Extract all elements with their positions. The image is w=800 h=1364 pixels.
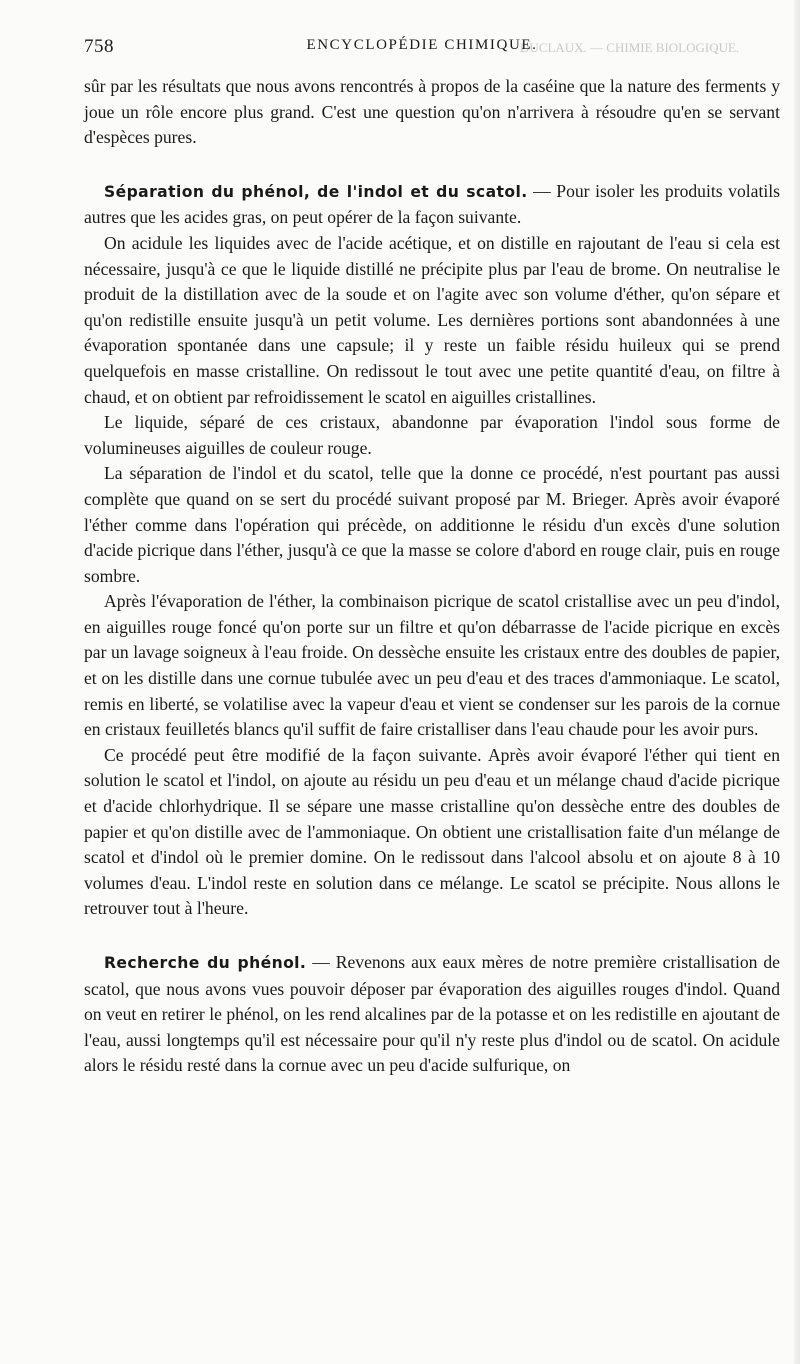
paragraph-acidulation: On acidule les liquides avec de l'acide acétique, et on distille en rajoutant de l'eau si cela est nécessaire, jusqu'à ce que le liquide distillé ne précipite plus par l'eau de brome. On neutralise le produit de la distillation avec de la soude et on l'agite avec son volume d'éther, qu'on sépare et qu'on redistille ensuite jusqu'à un petit volume. Les dernières portions sont abandonnées à une évaporation spontanée dans une capsule; il y reste un faible résidu huileux qui se prend quelquefois en masse cristalline. On redissout le tout avec une petite quantité d'eau, on filtre à chaud, et on obtient par refroidissement le scatol en aiguilles cristallines.: [84, 232, 780, 407]
section-phenol: Recherche du phénol. — Revenons aux eaux mères de notre première cristallisation de scatol, que nous avons vues pouvoir déposer par évaporation des aiguilles rouges d'indol. Quand on veut en retirer le phénol, on les rend alcalines par de la potasse et on les redistille en ajoutant de l'eau, aussi longtemps qu'il est nécessaire pour qu'il n'y reste plus d'indol ou de scatol. On acidule alors le résidu resté dans la cornue avec un peu d'acide sulfurique, on: [84, 952, 780, 1076]
page-header: [84, 36, 760, 60]
paragraph-continuation: sûr par les résultats que nous avons rencontrés à propos de la caséine que la nature des ferments y joue un rôle encore plus grand. C'est une question qu'on n'arrivera à résoudre qu'en se servant d'espèces pures.: [84, 76, 780, 148]
paragraph-picric: Après l'évaporation de l'éther, la combinaison picrique de scatol cristallise avec un peu d'indol, en aiguilles rouge foncé qu'on porte sur un filtre et qu'on débarrasse de l'acide picrique en excès par un lavage soigneux à l'eau froide. On dessèche ensuite les cristaux entre des doubles de papier, et on les distille dans une cornue tubulée avec un peu d'eau et des traces d'ammoniaque. Le scatol, remis en liberté, se volatilise avec la vapeur d'eau et vient se condenser sur les parois de la cornue en cristaux feuilletés blancs qu'il suffit de faire cristalliser dans l'eau chaude pour les avoir purs.: [84, 591, 780, 740]
page-body: [84, 74, 780, 1079]
page-number: 758: [84, 36, 114, 57]
bleed-through-text: DUCLAUX. — CHIMIE BIOLOGIQUE.: [520, 40, 740, 55]
running-title: ENCYCLOPÉDIE CHIMIQUE.: [306, 37, 538, 53]
section-title-phenol: Recherche du phénol.: [104, 954, 307, 972]
paragraph-brieger: La séparation de l'indol et du scatol, telle que la donne ce procédé, n'est pourtant pas aussi complète que quand on se sert du procédé suivant proposé par M. Brieger. Après avoir évaporé l'éther comme dans l'opération qui précède, on additionne le résidu d'un excès d'une solution d'acide picrique dans l'éther, jusqu'à ce que la masse se colore d'abord en rouge clair, puis en rouge sombre.: [84, 463, 780, 586]
paragraph-indol: Le liquide, séparé de ces cristaux, abandonne par évaporation l'indol sous forme de volumineuses aiguilles de couleur rouge.: [84, 412, 780, 458]
section-separation: Séparation du phénol, de l'indol et du scatol. — Pour isoler les produits volatils autres que les acides gras, on peut opérer de la façon suivante.: [84, 180, 780, 228]
section-title-separation: Séparation du phénol, de l'indol et du scatol.: [104, 182, 528, 201]
page-edge: [794, 0, 800, 1364]
paragraph-modification: Ce procédé peut être modifié de la façon suivante. Après avoir évaporé l'éther qui tient en solution le scatol et l'indol, on ajoute au résidu un peu d'eau et un mélange chaud d'acide picrique et d'acide chlorhydrique. Il se sépare une masse cristalline qu'on dessèche entre des doubles de papier et qu'on distille avec de l'ammoniaque. On obtient une cristallisation faite d'un mélange de scatol et d'indol où le premier domine. On le redissout dans l'alcool absolu et on ajoute 8 à 10 volumes d'eau. L'indol reste en solution dans ce mélange. Le scatol se précipite. Nous allons le retrouver tout à l'heure.: [84, 744, 780, 919]
